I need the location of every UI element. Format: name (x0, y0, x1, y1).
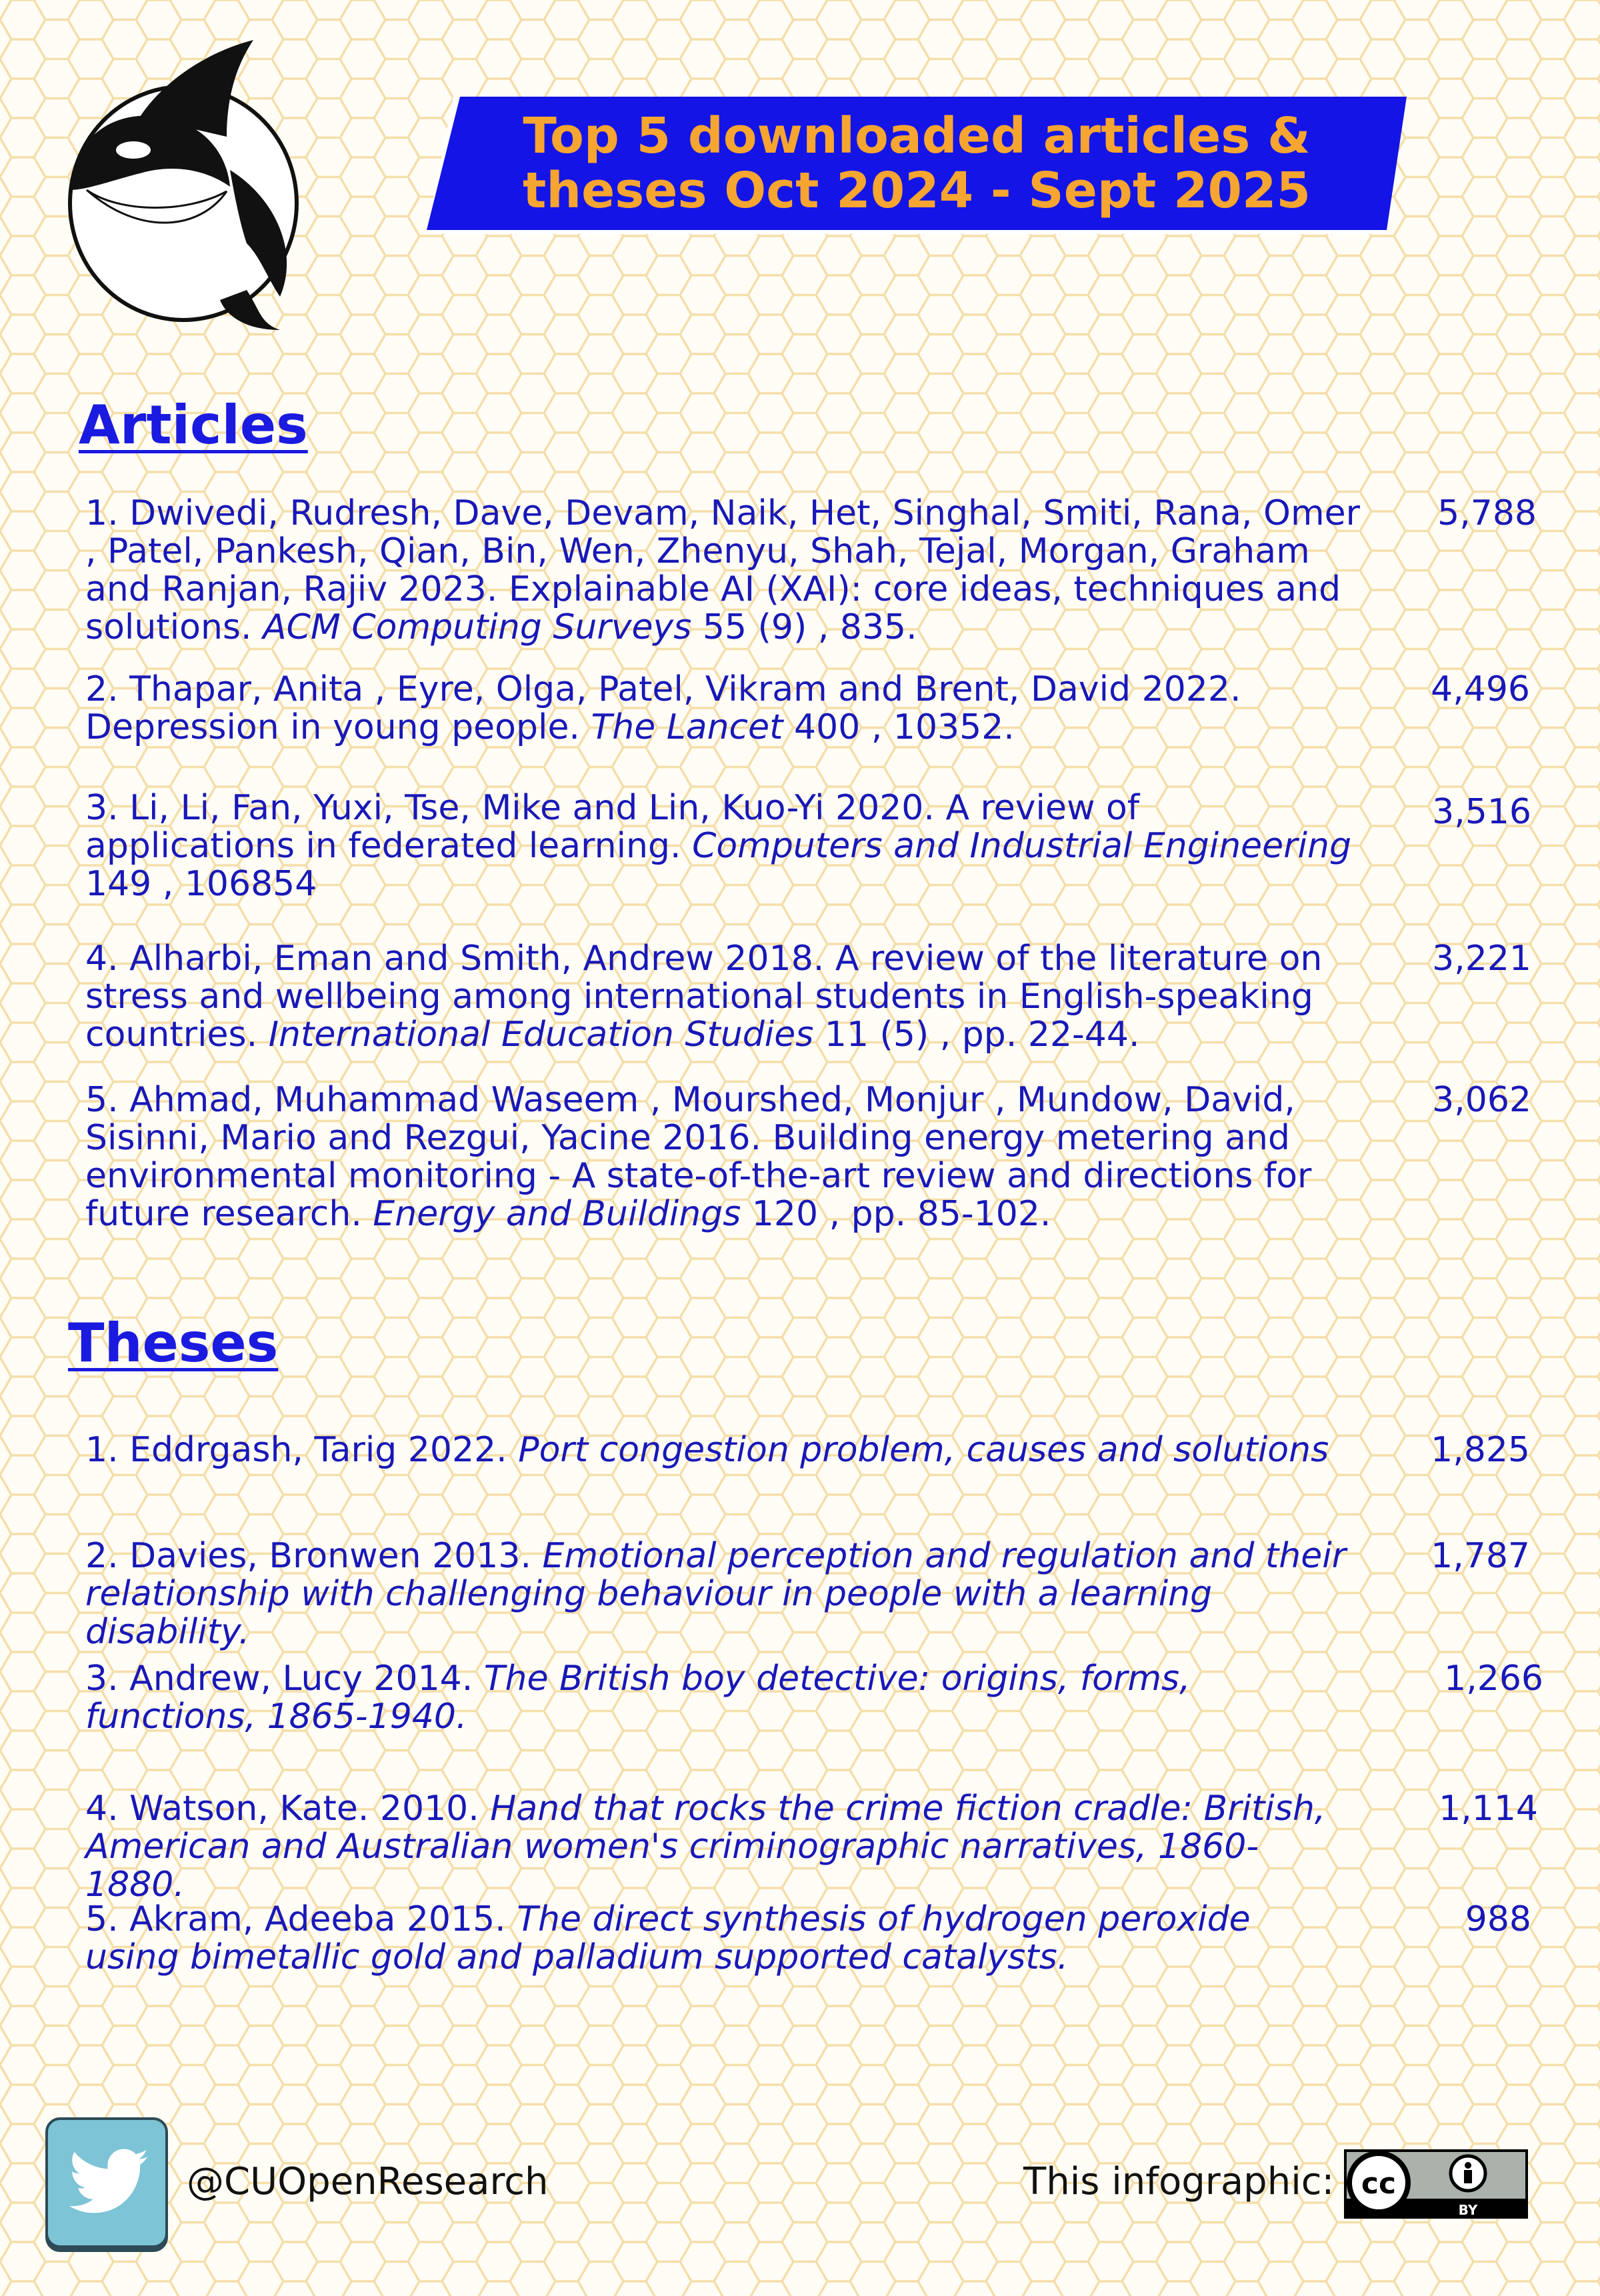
svg-text:cc: cc (1361, 2167, 1397, 2201)
thesis-entry: 2. Davies, Bronwen 2013. Emotional perception and regulation and their relationship with challenging behaviour in people with a learning disability. (85, 1536, 1347, 1652)
title-line-2: theses Oct 2024 - Sept 2025 (523, 162, 1311, 219)
journal-name: ACM Computing Surveys (263, 607, 692, 647)
journal-name: The Lancet (591, 707, 783, 747)
theses-heading: Theses (68, 1312, 279, 1374)
download-count: 4,496 (1431, 669, 1530, 709)
twitter-handle[interactable]: @CUOpenResearch (187, 2160, 549, 2203)
thesis-title: Port congestion problem, causes and solutions (518, 1430, 1329, 1470)
download-count: 3,221 (1432, 939, 1531, 979)
thesis-title: Emotional perception and regulation and their relationship with challenging behaviour in people with a learning disability. (85, 1536, 1347, 1652)
orca-logo (60, 37, 313, 330)
download-count: 1,266 (1444, 1659, 1543, 1699)
journal-name: International Education Studies (268, 1015, 814, 1055)
twitter-button[interactable] (45, 2117, 168, 2248)
download-count: 5,788 (1437, 493, 1537, 533)
article-entry: 4. Alharbi, Eman and Smith, Andrew 2018. A review of the literature on stress and wellbeing among international students in English-speaking countries. International Education Studies 11 (5) , pp. 22-44. (85, 939, 1323, 1055)
thesis-entry: 4. Watson, Kate. 2010. Hand that rocks the crime fiction cradle: British, American and Australian women's criminographic narratives, 1860-1880. (85, 1789, 1326, 1905)
download-count: 1,114 (1439, 1789, 1538, 1829)
article-entry: 1. Dwivedi, Rudresh, Dave, Devam, Naik, Het, Singhal, Smiti, Rana, Omer , Patel, Pankesh, Qian, Bin, Wen, Zhenyu, Shah, Tejal, Morgan, Graham and Ranjan, Rajiv 2023. Explainable AI (XAI): core ideas, techniques and solutions. ACM Computing Surveys 55 (9) , 835. (85, 493, 1361, 647)
cc-by-icon[interactable] (1344, 2149, 1528, 2219)
title-banner (427, 97, 1407, 234)
journal-name: Computers and Industrial Engineering (692, 826, 1351, 866)
twitter-bird-icon (65, 2140, 152, 2227)
thesis-title: The direct synthesis of hydrogen peroxide using bimetallic gold and palladium supported catalysts. (85, 1899, 1251, 1977)
cc-by-label: BY (1458, 2202, 1478, 2218)
download-count: 3,062 (1432, 1080, 1531, 1120)
download-count: 3,516 (1432, 792, 1531, 832)
thesis-entry: 3. Andrew, Lucy 2014. The British boy detective: origins, forms, functions, 1865-1940. (85, 1659, 1191, 1737)
articles-heading: Articles (79, 394, 308, 456)
article-entry: 2. Thapar, Anita , Eyre, Olga, Patel, Vikram and Brent, David 2022. Depression in young people. The Lancet 400 , 10352. (85, 669, 1241, 747)
journal-name: Energy and Buildings (373, 1194, 741, 1234)
title-line-1: Top 5 downloaded articles & (523, 107, 1311, 165)
download-count: 988 (1465, 1899, 1531, 1939)
thesis-title: The British boy detective: origins, forms, functions, 1865-1940. (85, 1659, 1191, 1737)
article-entry: 3. Li, Li, Fan, Yuxi, Tse, Mike and Lin, Kuo-Yi 2020. A review of applications in federated learning. Computers and Industrial Engineering 149 , 106854 (85, 788, 1351, 904)
thesis-entry: 5. Akram, Adeeba 2015. The direct synthesis of hydrogen peroxide using bimetallic gold and palladium supported catalysts. (85, 1899, 1251, 1977)
page-title (500, 109, 1333, 218)
article-entry: 5. Ahmad, Muhammad Waseem , Mourshed, Monjur , Mundow, David, Sisinni, Mario and Rezgui, Yacine 2016. Building energy metering and environmental monitoring - A state-of-the-art review and directions for future research. Energy and Buildings 120 , pp. 85-102. (85, 1080, 1312, 1234)
infographic-label: This infographic: (1023, 2160, 1335, 2203)
thesis-entry: 1. Eddrgash, Tarig 2022. Port congestion problem, causes and solutions (85, 1430, 1329, 1470)
download-count: 1,787 (1431, 1536, 1530, 1576)
thesis-title: Hand that rocks the crime fiction cradle: British, American and Australian women's criminographic narratives, 1860-1880. (85, 1789, 1326, 1905)
download-count: 1,825 (1431, 1430, 1530, 1470)
